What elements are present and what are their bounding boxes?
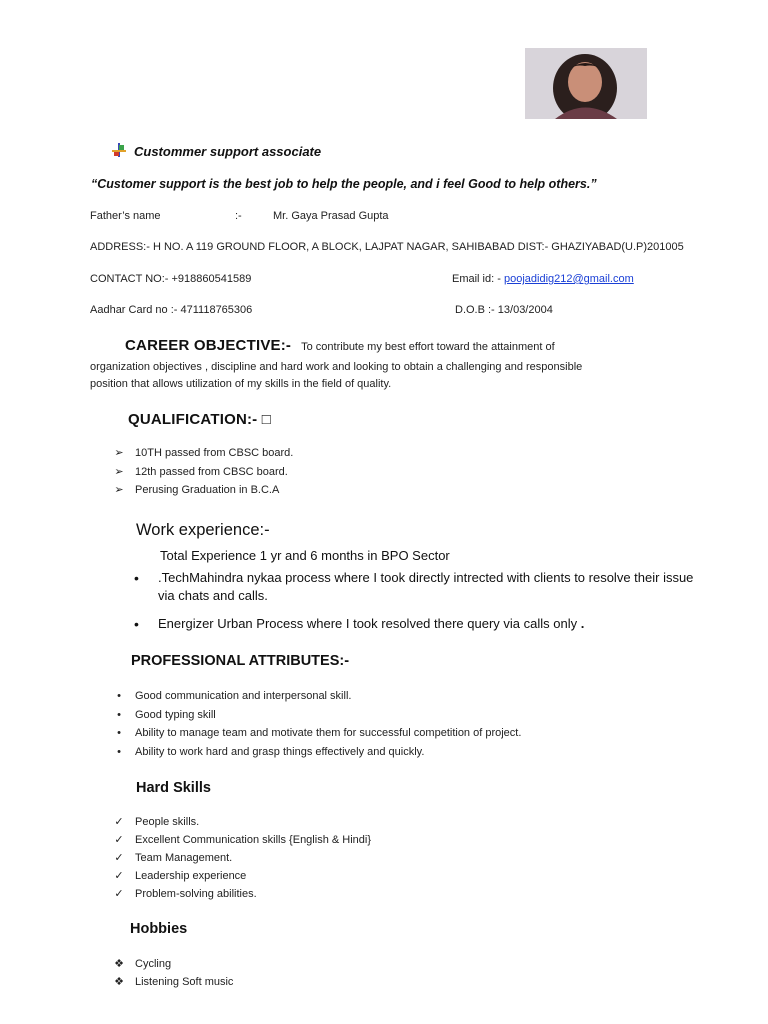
hard-skills-heading: Hard Skills: [136, 780, 211, 796]
hobbies-heading: Hobbies: [130, 921, 188, 937]
bullet-icon: •: [117, 708, 121, 721]
diamond-bullet-icon: ❖: [114, 958, 124, 970]
list-item: ❖ Cycling: [111, 955, 233, 973]
career-objective-line-2: organization objectives , discipline and hard work and looking to obtain a challenging and responsible: [90, 361, 583, 373]
list-item: • Ability to manage team and motivate them for successful competition of project.: [111, 724, 521, 743]
list-item: ✓ People skills.: [111, 813, 371, 831]
arrow-bullet-icon: ➢: [114, 465, 124, 478]
address: ADDRESS:- H NO. A 119 GROUND FLOOR, A BLOCK, LAJPAT NAGAR, SAHIBABAD DIST:- GHAZIYABAD(U.P)201005: [90, 241, 684, 253]
work-experience-heading: Work experience:-: [136, 521, 270, 539]
career-objective-line-1: To contribute my best effort toward the attainment of: [301, 341, 555, 353]
list-item: ❖ Listening Soft music: [111, 973, 233, 991]
email-row: [452, 273, 634, 285]
arrow-bullet-icon: ➢: [114, 484, 124, 496]
job-title: Custommer support associate: [134, 144, 322, 159]
hobbies-list: [111, 955, 233, 991]
check-icon: ✓: [114, 834, 124, 846]
bullet-icon: •: [117, 727, 121, 739]
contact-number: CONTACT NO:- +918860541589: [90, 273, 252, 285]
pin-icon: [112, 143, 126, 160]
arrow-bullet-icon: ➢: [114, 447, 124, 459]
profile-photo: [525, 48, 647, 119]
list-item: ➢ 10TH passed from CBSC board.: [111, 444, 293, 463]
date-of-birth: D.O.B :- 13/03/2004: [455, 304, 553, 316]
list-item: ✓ Problem-solving abilities.: [111, 885, 371, 903]
career-objective-row: [125, 337, 555, 354]
aadhar-number: Aadhar Card no :- 471118765306: [90, 304, 253, 316]
check-icon: ✓: [114, 852, 124, 864]
qualification-heading: QUALIFICATION:- □: [128, 411, 271, 428]
list-item: ✓ Team Management.: [111, 849, 371, 867]
bullet-icon: •: [134, 570, 139, 586]
career-objective-heading: CAREER OBJECTIVE:-: [125, 337, 292, 354]
hard-skills-list: [111, 813, 371, 903]
list-item: ✓ Excellent Communication skills {English & Hindi}: [111, 831, 371, 849]
diamond-bullet-icon: ❖: [114, 976, 124, 988]
check-icon: ✓: [114, 870, 124, 882]
list-item: • Good communication and interpersonal skill.: [111, 687, 521, 706]
father-value: Mr. Gaya Prasad Gupta: [273, 210, 389, 222]
list-item: • Good typing skill: [111, 706, 521, 725]
list-item: • Energizer Urban Process where I took resolved there query via calls only .: [134, 616, 585, 632]
bullet-icon: •: [117, 690, 121, 702]
qualification-list: [111, 444, 293, 500]
check-icon: ✓: [114, 888, 124, 900]
list-item: ➢ Perusing Graduation in B.C.A: [111, 481, 293, 500]
total-experience: Total Experience 1 yr and 6 months in BPO Sector: [160, 548, 450, 563]
list-item: ✓ Leadership experience: [111, 867, 371, 885]
father-separator: :-: [235, 210, 242, 222]
check-icon: ✓: [114, 816, 124, 828]
bullet-icon: •: [117, 745, 121, 758]
list-item: • .TechMahindra nykaa process where I took directly intrected with clients to resolve their issue via chats and calls.: [134, 570, 694, 603]
email-link[interactable]: poojadidig212@gmail.com: [503, 273, 634, 285]
professional-attributes-list: [111, 687, 521, 761]
list-item: • Ability to work hard and grasp things effectively and quickly.: [111, 743, 521, 762]
bullet-icon: •: [134, 616, 139, 632]
career-quote: “Customer support is the best job to help the people, and i feel Good to help others.”: [91, 177, 597, 191]
work-experience-list: [134, 569, 694, 633]
professional-attributes-heading: PROFESSIONAL ATTRIBUTES:-: [131, 653, 350, 669]
trailing-dot: .: [580, 616, 585, 631]
list-item: ➢ 12th passed from CBSC board.: [111, 463, 293, 482]
job-title-row: [112, 143, 321, 160]
email-label: Email id: -: [452, 273, 504, 285]
career-objective-line-3: position that allows utilization of my skills in the field of quality.: [90, 378, 392, 390]
father-label: Father’s name: [90, 210, 161, 222]
